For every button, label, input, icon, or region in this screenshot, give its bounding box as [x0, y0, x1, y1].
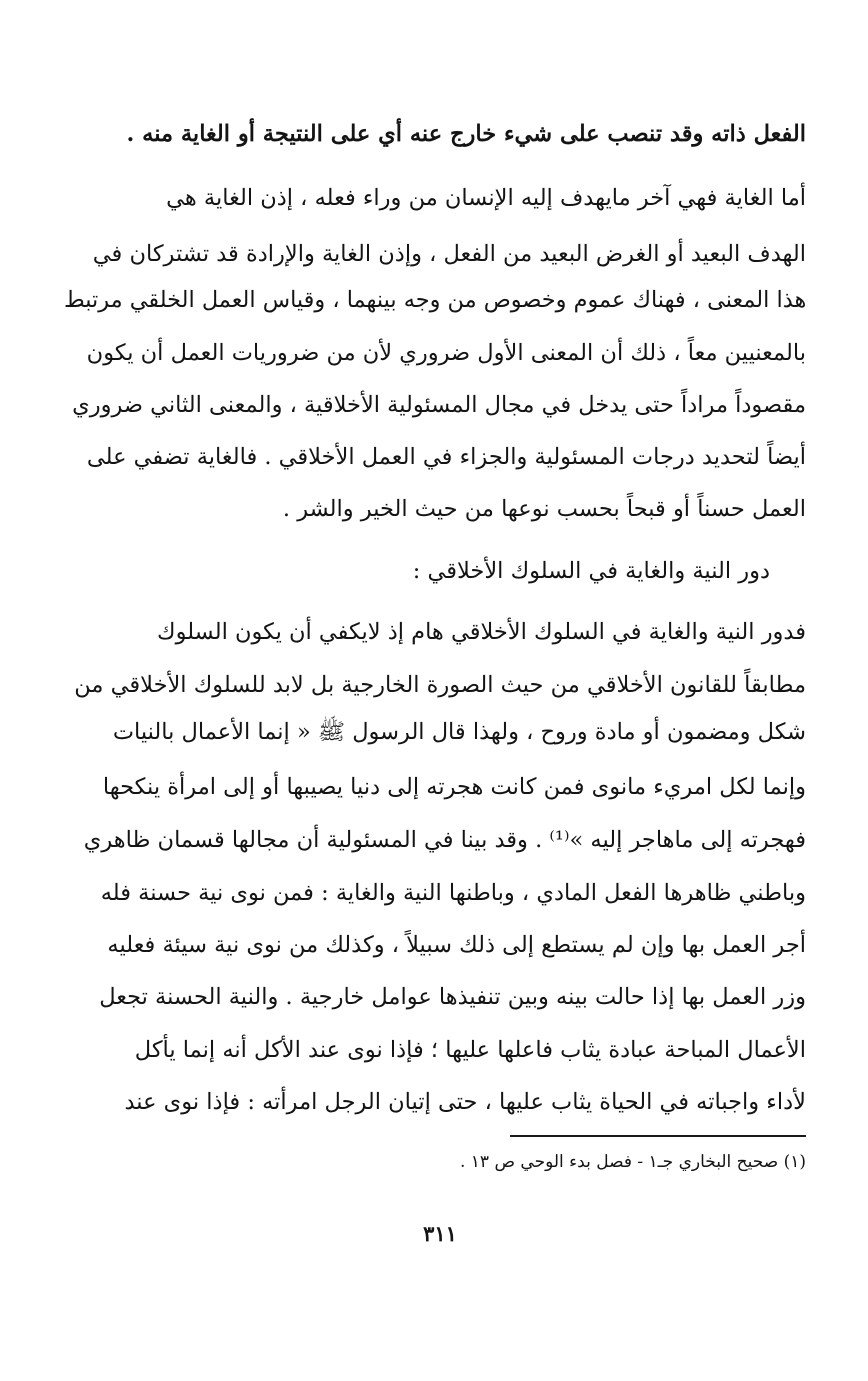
paragraph-2-line-3: هذا المعنى ، فهناك عموم وخصوص من وجه بينهما ، وقياس العمل الخلقي مرتبط	[63, 287, 806, 313]
paragraph-3-line-7: أجر العمل بها وإن لم يستطع إلى ذلك سبيلاً ، وكذلك من نوى نية سيئة فعليه	[107, 932, 806, 958]
paragraph-3-line-1: فدور النية والغاية في السلوك الأخلاقي هام إذ لايكفي أن يكون السلوك	[157, 619, 806, 645]
paragraph-3-line-8: وزر العمل بها إذا حالت بينه وبين تنفيذها عوامل خارجية . والنية الحسنة تجعل	[99, 984, 806, 1010]
page-number: ٣١١	[423, 1221, 457, 1246]
paragraph-3-line-9: الأعمال المباحة عبادة يثاب فاعلها عليها ؛ فإذا نوى عند الأكل أنه إنما يأكل	[134, 1037, 806, 1063]
paragraph-2-line-4: بالمعنيين معاً ، ذلك أن المعنى الأول ضروري لأن من ضروريات العمل أن يكون	[86, 340, 806, 366]
paragraph-2-line-6: أيضاً لتحديد درجات المسئولية والجزاء في العمل الأخلاقي . فالغاية تضفي على	[86, 444, 806, 470]
footnote-divider	[510, 1135, 806, 1137]
paragraph-3-line-4: وإنما لكل امريء مانوى فمن كانت هجرته إلى دنيا يصيبها أو إلى امرأة ينكحها	[102, 774, 806, 800]
paragraph-3-line-2: مطابقاً للقانون الأخلاقي من حيث الصورة الخارجية بل لابد للسلوك الأخلاقي من	[74, 672, 806, 698]
paragraph-3-line-6: وباطني ظاهرها الفعل المادي ، وباطنها النية والغاية : فمن نوى نية حسنة فله	[100, 880, 806, 906]
paragraph-2-line-1: أما الغاية فهي آخر مايهدف إليه الإنسان من وراء فعله ، إذن الغاية هي	[166, 185, 806, 211]
footnote: (١) صحيح البخاري جـ١ - فصل بدء الوحي ص ١٣ .	[459, 1152, 806, 1172]
paragraph-2-line-2: الهدف البعيد أو الغرض البعيد من الفعل ، وإذن الغاية والإرادة قد تشتركان في	[92, 241, 806, 267]
paragraph-3-line-10: لأداء واجباته في الحياة يثاب عليها ، حتى إتيان الرجل امرأته : فإذا نوى عند	[124, 1089, 806, 1115]
paragraph-2-line-7: العمل حسناً أو قبحاً بحسب نوعها من حيث الخير والشر .	[282, 496, 806, 522]
paragraph-3-line-3: شكل ومضمون أو مادة وروح ، ولهذا قال الرسول ﷺ « إنما الأعمال بالنيات	[112, 719, 806, 745]
paragraph-1-line-1: الفعل ذاته وقد تنصب على شيء خارج عنه أي على النتيجة أو الغاية منه .	[126, 121, 806, 147]
paragraph-3-line-5: فهجرته إلى ماهاجر إليه »⁽¹⁾ . وقد بينا في المسئولية أن مجالها قسمان ظاهري	[83, 827, 806, 853]
section-heading: دور النية والغاية في السلوك الأخلاقي :	[412, 558, 770, 584]
paragraph-2-line-5: مقصوداً مراداً حتى يدخل في مجال المسئولية الأخلاقية ، والمعنى الثاني ضروري	[72, 392, 806, 418]
